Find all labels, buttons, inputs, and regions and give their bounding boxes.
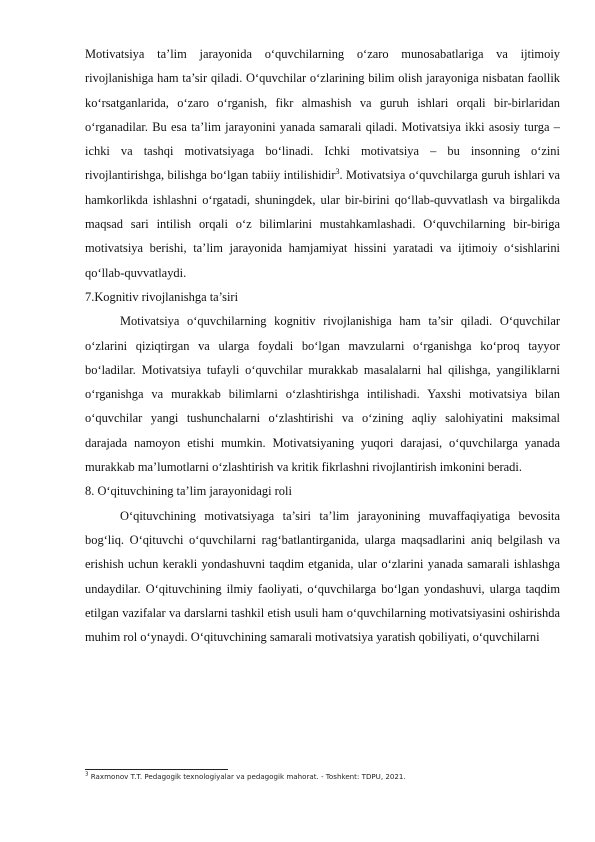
section-heading-7: 7.Kognitiv rivojlanishga ta’siri <box>85 289 239 304</box>
footnote <box>85 772 560 782</box>
footnote-text: Raxmonov T.T. Pedagogik texnologiyalar va pedagogik mahorat. - Toshkent: TDPU, 2021. <box>88 772 406 781</box>
footnote-reference[interactable]: 3 <box>335 167 340 177</box>
paragraph-motivation-social <box>85 42 560 285</box>
paragraph-teacher-role: O‘qituvchining motivatsiyaga ta’siri ta’lim jarayonining muvaffaqiyatiga bevosita bog‘liq. O‘qituvchi o‘quvchilarni rag‘batlantirganida, ularga maqsadlarini aniq belgilash va erishish uchun kerakli yondashuvni taqdim etganida, ular o‘zlarini yanada samarali ishlashga undaydilar. O‘qituvchining ilmiy faoliyati, o‘quvchilarga bo‘lgan yondashuvi, ularga taqdim etilgan vazifalar va darslarni tashkil etish usuli ham o‘quvchilarning motivatsiyasini oshirishda muhim rol o‘ynaydi. O‘qituvchining samarali motivatsiya yaratish qobiliyati, o‘quvchilarni <box>85 508 560 645</box>
paragraph-text: . Motivatsiya o‘quvchilarga guruh ishlari va hamkorlikda ishlashni o‘rgatadi, shuningdek, ular bir-birini qo‘llab-quvvatlash va birgalikda maqsad sari intilish orqali o‘z bilimlarini mustahkamlashadi. O‘quvchilarning bir-biriga motivatsiya berishi, ta’lim jarayonida hamjamiyat hissini yaratadi va ijtimoiy o‘sishlarini qo‘llab-quvvatlaydi. <box>85 168 560 280</box>
paragraph-cognitive: Motivatsiya o‘quvchilarning kognitiv rivojlanishiga ham ta’sir qiladi. O‘quvchilar o‘zlarini qiziqtirgan va ularga foydali bo‘lgan mavzularni o‘rganishga ko‘proq tayyor bo‘ladilar. Motivatsiya tufayli o‘quvchilar murakkab masalalarni hal qilishga, yangiliklarni o‘rganishga va murakkab bilimlarni o‘zlashtirishga intilishadi. Yaxshi motivatsiya bilan o‘quvchilar yangi tushunchalarni o‘zlashtirishi va o‘zining aqliy salohiyatini maksimal darajada namoyon etishi mumkin. Motivatsiyaning yuqori darajasi, o‘quvchilarga yanada murakkab ma’lumotlarni o‘zlashtirish va kritik fikrlashni rivojlantirish imkonini beradi. <box>85 314 560 475</box>
page-body <box>85 42 560 649</box>
section-heading-8: 8. O‘qituvchining ta’lim jarayonidagi roli <box>85 484 292 499</box>
paragraph-text: Motivatsiya ta’lim jarayonida o‘quvchilarning o‘zaro munosabatlariga va ijtimoiy rivojlanishiga ham ta’sir qiladi. O‘quvchilar o‘zlarining bilim olish jarayoniga nisbatan faollik ko‘rsatganlarida, o‘zaro o‘rganish, fikr almashish va guruh ishlari orqali bir-birlaridan o‘rganadilar. Bu esa ta’lim jarayonini yanada samarali qiladi. Motivatsiya ikki asosiy turga – ichki va tashqi motivatsiyaga bo‘linadi. Ichki motivatsiya – bu insonning o‘zini rivojlantirishga, bilishga bo‘lgan tabiiy intilishidir <box>85 47 560 183</box>
footnote-number: 3 <box>85 771 89 778</box>
footnote-divider <box>85 769 228 770</box>
